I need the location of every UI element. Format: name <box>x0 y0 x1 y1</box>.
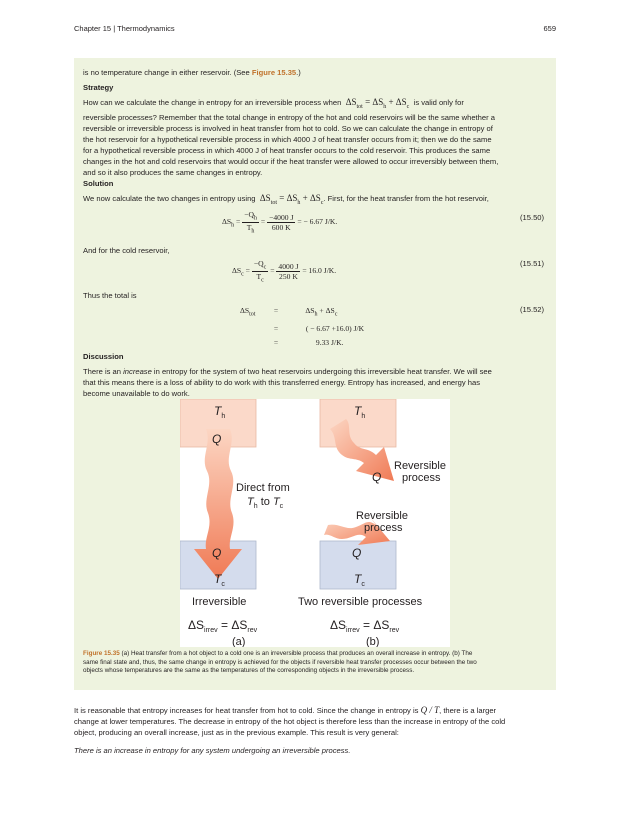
eq1-lhs-sub: h <box>231 222 235 229</box>
cold-intro: And for the cold reservoir, <box>83 246 170 255</box>
eq2-den-sub: c <box>261 277 264 284</box>
tc-label-b: $T_c$ <box>354 572 365 588</box>
solution-text-b: . First, for the heat transfer from the hot reservoir, <box>323 194 489 203</box>
strategy-heading: Strategy <box>83 83 114 92</box>
page-number: 659 <box>543 24 556 33</box>
discussion-heading: Discussion <box>83 352 124 361</box>
intro-text: is no temperature change in either reservoir. (See <box>83 68 252 77</box>
strategy-line: the hot reservoir for a hypothetical reversible process in which 4000 J of heat transfer occurs from it; then we do the same <box>83 135 492 144</box>
discussion-text-b: in entropy for the system of two heat reservoirs undergoing this irreversible heat transfer. We will see <box>151 367 492 376</box>
caption-text-1: (a) Heat transfer from a hot object to a cold one is an irreversible process that produces an overall increase in entropy. (b) The <box>119 650 473 657</box>
entropy-eq-b: $\Delta S_{irrev} = \Delta S_{rev}$ <box>330 618 400 634</box>
caption-line-1 <box>83 650 548 659</box>
strategy-paragraph <box>83 112 553 178</box>
strategy-line: reversible or irreversible process is involved in heat transfer from hot to cold. So we can calculate the change in entropy of <box>83 124 493 133</box>
eq2-lhs-sub: c <box>241 271 244 278</box>
two-reversible-label: Two reversible processes <box>298 596 423 608</box>
eq3-eqsign-2: = <box>273 324 279 334</box>
reversible-label-bottom-1: Reversible <box>356 510 408 522</box>
after-line-1 <box>74 705 558 716</box>
eq1-frac2 <box>267 213 295 232</box>
solution-heading: Solution <box>83 179 114 188</box>
q-label-a-top: Q <box>212 432 222 446</box>
after-paragraph <box>74 705 558 738</box>
eq3-eqsign-1: = <box>273 306 279 315</box>
strategy-line: changes in the hot and cold reservoirs that would occur if the heat transfer were allowed to occur irreversibly between them, <box>83 157 499 166</box>
after-text-b: , there is a larger <box>439 706 497 715</box>
eq3-number: (15.52) <box>520 305 545 314</box>
eq1-den2: 600 K <box>271 222 291 232</box>
reversible-label-bottom-2: process <box>364 522 403 534</box>
strategy-line-1 <box>83 97 464 113</box>
irreversible-label: Irreversible <box>192 596 247 608</box>
figure-caption <box>83 650 548 676</box>
strategy-line: reversible processes? Remember that the total change in entropy of the hot and cold reservoirs will be the same whether a <box>83 113 495 122</box>
strategy-text-a: How can we calculate the change in entropy for an irreversible process when <box>83 98 342 107</box>
eq3-line-2 <box>240 322 364 336</box>
eq1-den-sub: h <box>251 228 255 235</box>
eq3-line1-rhs: $\Delta S_h + \Delta S_c$ <box>305 306 338 318</box>
strategy-equation: $\Delta S_{tot} = \Delta S_h + \Delta S_c$ <box>343 97 410 110</box>
discussion-emphasis: increase <box>123 367 152 376</box>
eq1-result: = − 6.67 J/K. <box>297 216 338 226</box>
strategy-line: for a hypothetical reversible process in which 4000 J of heat transfer occurs to the cold reservoir. This produces the same <box>83 146 491 155</box>
reversible-label-top-2: process <box>402 472 441 484</box>
eq2-num2: 4000 J <box>278 261 299 271</box>
caption-line-3: objects whose temperatures are the same as the temperatures of the corresponding objects in the irreversible process. <box>83 667 415 675</box>
figure-15-35 <box>180 399 450 647</box>
eq1-frac1 <box>242 210 259 234</box>
eq2-result: = 16.0 J/K. <box>302 265 337 275</box>
th-label-b: $T_h$ <box>354 404 366 420</box>
eq2-number: (15.51) <box>520 259 545 268</box>
eq3-line2-rhs: ( − 6.67 +16.0) J/K <box>305 324 365 334</box>
eq1-num-sub: h <box>253 215 257 222</box>
eq1-lhs: ΔS <box>222 216 232 226</box>
eq2-frac2 <box>276 262 300 281</box>
tc-label-a: $T_c$ <box>214 572 225 588</box>
solution-equation: $\Delta S_{tot} = \Delta S_h + \Delta S_c$ <box>257 193 324 206</box>
discussion-line: that this means there is a loss of ability to do work with this transferred energy. Entropy has increased, and energy has <box>83 378 481 387</box>
eq1-num: −Q <box>244 210 254 219</box>
eq2-num: −Q <box>253 259 264 268</box>
discussion-paragraph <box>83 366 553 399</box>
eq3-line-1: $\Delta S_{tot} = \Delta S_h + \Delta S_c$ <box>240 306 338 318</box>
solution-text-a: We now calculate the two changes in entropy using <box>83 194 256 203</box>
eq1-number: (15.50) <box>520 213 545 222</box>
equation-15-51: $\Delta S_c$ = $\frac{-Q_c}{T_c}$ = $\frac{4000 J}{250 K}$ = 16.0 J/K. <box>232 259 337 284</box>
intro-line <box>83 67 301 78</box>
discussion-line: become unavailable to do work. <box>83 389 190 398</box>
eq3-line-3 <box>240 336 364 350</box>
eq3-eqsign-3: = <box>273 337 279 347</box>
discussion-line-1 <box>83 366 553 377</box>
discussion-text-a: There is an <box>83 367 124 376</box>
eq2-num-sub: c <box>263 264 267 271</box>
figure-link[interactable]: Figure 15.35 <box>251 68 297 77</box>
eq3-line3-rhs: 9.33 J/K. <box>315 337 344 347</box>
th-label-a-t: T <box>214 404 222 418</box>
after-line: object, producing an overall increase, just as in the previous example. This result is very general: <box>74 728 399 737</box>
eq2-frac1 <box>252 259 268 283</box>
after-equation: Q / T <box>420 705 440 715</box>
eq1-num2: −4000 J <box>269 212 294 222</box>
eq2-den: T <box>256 271 262 281</box>
q-label-b-top: Q <box>372 470 382 484</box>
caption-line-2: same final state and, thus, the same change in entropy is achieved for the objects if reversible heat transfer processes occur between the two <box>83 658 477 666</box>
th-label-a-sub: h <box>221 413 226 420</box>
equation-15-50: $\Delta S_h$ = $\frac{-Q_h}{T_h}$ = $\frac{-4000 J}{600 K}$ = − 6.67 J/K. <box>222 210 338 235</box>
reversible-label-top-1: Reversible <box>394 460 446 472</box>
direct-label-2: $T_h$ to $T_c$ <box>247 496 284 510</box>
after-text-a: It is reasonable that entropy increases for heat transfer from hot to cold. Since the change in entropy is <box>74 706 419 715</box>
total-intro: Thus the total is <box>83 291 137 300</box>
entropy-eq-a: $\Delta S_{irrev} = \Delta S_{rev}$ <box>188 618 258 634</box>
eq1-den: T <box>246 222 252 232</box>
strategy-line: and so it also produces the same changes in entropy. <box>83 168 263 177</box>
eq2-den2: 250 K <box>279 271 298 281</box>
solution-line <box>83 193 489 209</box>
panel-label-b: (b) <box>366 636 380 647</box>
chapter-header: Chapter 15 | Thermodynamics <box>74 24 175 33</box>
caption-label: Figure 15.35 <box>83 650 120 657</box>
eq2-lhs: ΔS <box>232 265 242 275</box>
panel-label-a: (a) <box>232 636 246 647</box>
q-label-b-bottom: Q <box>352 546 362 560</box>
direct-label-1: Direct from <box>236 482 290 494</box>
after-line: change at lower temperatures. The decrease in entropy of the hot object is therefore less than the increase in entropy of the cold <box>74 717 506 726</box>
conclusion-statement: There is an increase in entropy for any system undergoing an irreversible process. <box>74 746 351 755</box>
intro-end: .) <box>296 68 301 77</box>
strategy-text-b: is valid only for <box>413 98 464 107</box>
figure-illustration <box>180 399 450 647</box>
equation-15-52 <box>240 304 364 349</box>
q-label-a-bottom: Q <box>212 546 222 560</box>
